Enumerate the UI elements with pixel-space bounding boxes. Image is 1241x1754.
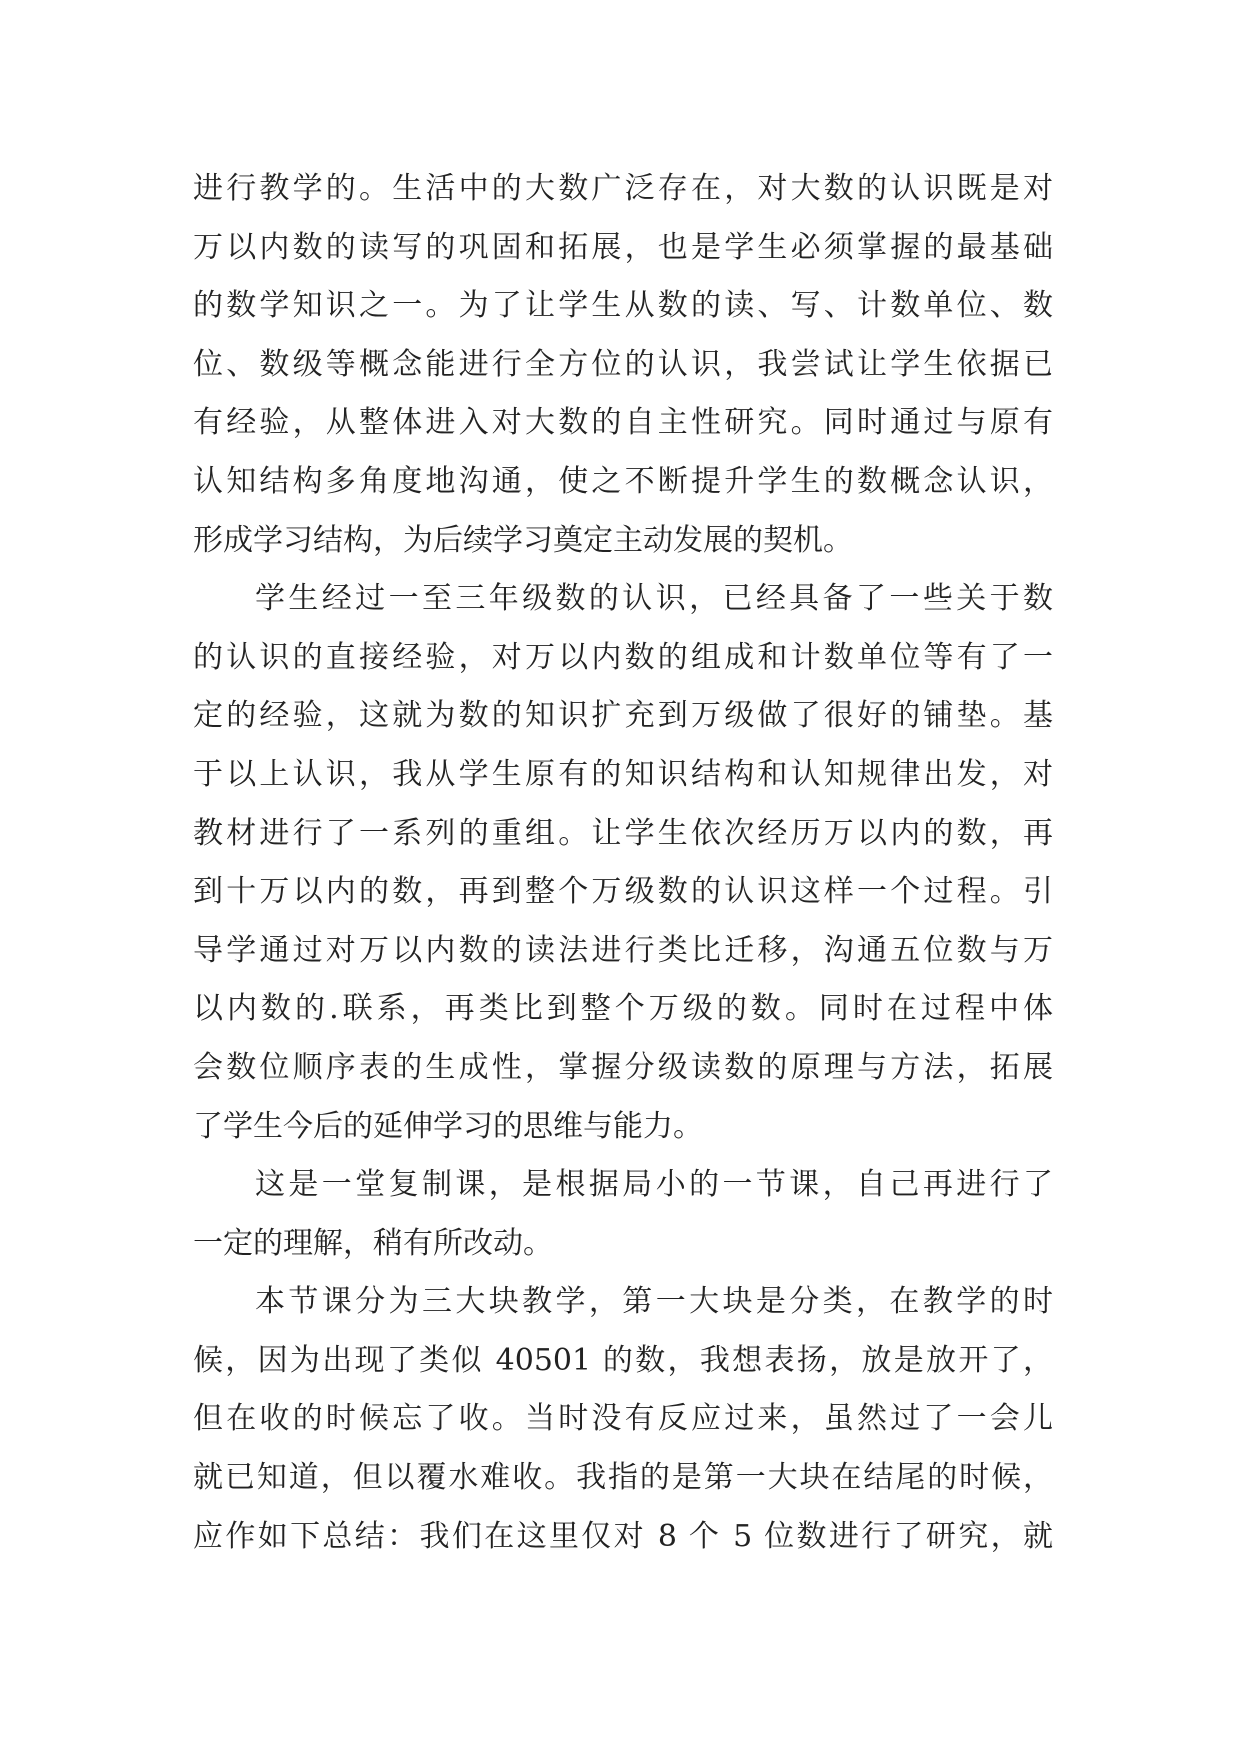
text-line: 应作如下总结：我们在这里仅对 8 个 5 位数进行了研究，就: [193, 1518, 1053, 1554]
text-line: 定的经验，这就为数的知识扩充到万级做了很好的铺垫。基: [193, 698, 1053, 734]
text-line: 会数位顺序表的生成性，掌握分级读数的原理与方法，拓展: [193, 1049, 1053, 1085]
text-line: 的数学知识之一。为了让学生从数的读、写、计数单位、数: [193, 288, 1053, 324]
text-line: 但在收的时候忘了收。当时没有反应过来，虽然过了一会儿: [193, 1401, 1053, 1437]
text-line: 候，因为出现了类似 40501 的数，我想表扬，放是放开了，: [193, 1342, 1053, 1378]
text-line: 本节课分为三大块教学，第一大块是分类，在教学的时: [255, 1284, 1053, 1320]
text-line: 以内数的.联系，再类比到整个万级的数。同时在过程中体: [193, 991, 1053, 1027]
text-line: 于以上认识，我从学生原有的知识结构和认知规律出发，对: [193, 756, 1053, 792]
text-line: 这是一堂复制课，是根据局小的一节课，自己再进行了: [255, 1167, 1053, 1203]
text-line: 形成学习结构，为后续学习奠定主动发展的契机。: [193, 522, 853, 558]
text-line: 导学通过对万以内数的读法进行类比迁移，沟通五位数与万: [193, 932, 1053, 968]
text-line: 有经验，从整体进入对大数的自主性研究。同时通过与原有: [193, 405, 1053, 441]
text-line: 进行教学的。生活中的大数广泛存在，对大数的认识既是对: [193, 171, 1053, 206]
body-text: [193, 160, 1053, 1566]
text-line: 的认识的直接经验，对万以内数的组成和计数单位等有了一: [193, 639, 1053, 675]
text-line: 位、数级等概念能进行全方位的认识，我尝试让学生依据已: [193, 346, 1053, 382]
text-line: 教材进行了一系列的重组。让学生依次经历万以内的数，再: [193, 815, 1053, 851]
text-line: 万以内数的读写的巩固和拓展，也是学生必须掌握的最基础: [193, 229, 1053, 265]
text-line: 到十万以内的数，再到整个万级数的认识这样一个过程。引: [193, 874, 1053, 910]
text-line: 就已知道，但以覆水难收。我指的是第一大块在结尾的时候，: [193, 1460, 1053, 1496]
text-line: 了学生今后的延伸学习的思维与能力。: [193, 1108, 703, 1144]
text-line: 一定的理解，稍有所改动。: [193, 1225, 553, 1261]
text-line: 认知结构多角度地沟通，使之不断提升学生的数概念认识，: [193, 463, 1053, 499]
text-line: 学生经过一至三年级数的认识，已经具备了一些关于数: [255, 581, 1053, 617]
